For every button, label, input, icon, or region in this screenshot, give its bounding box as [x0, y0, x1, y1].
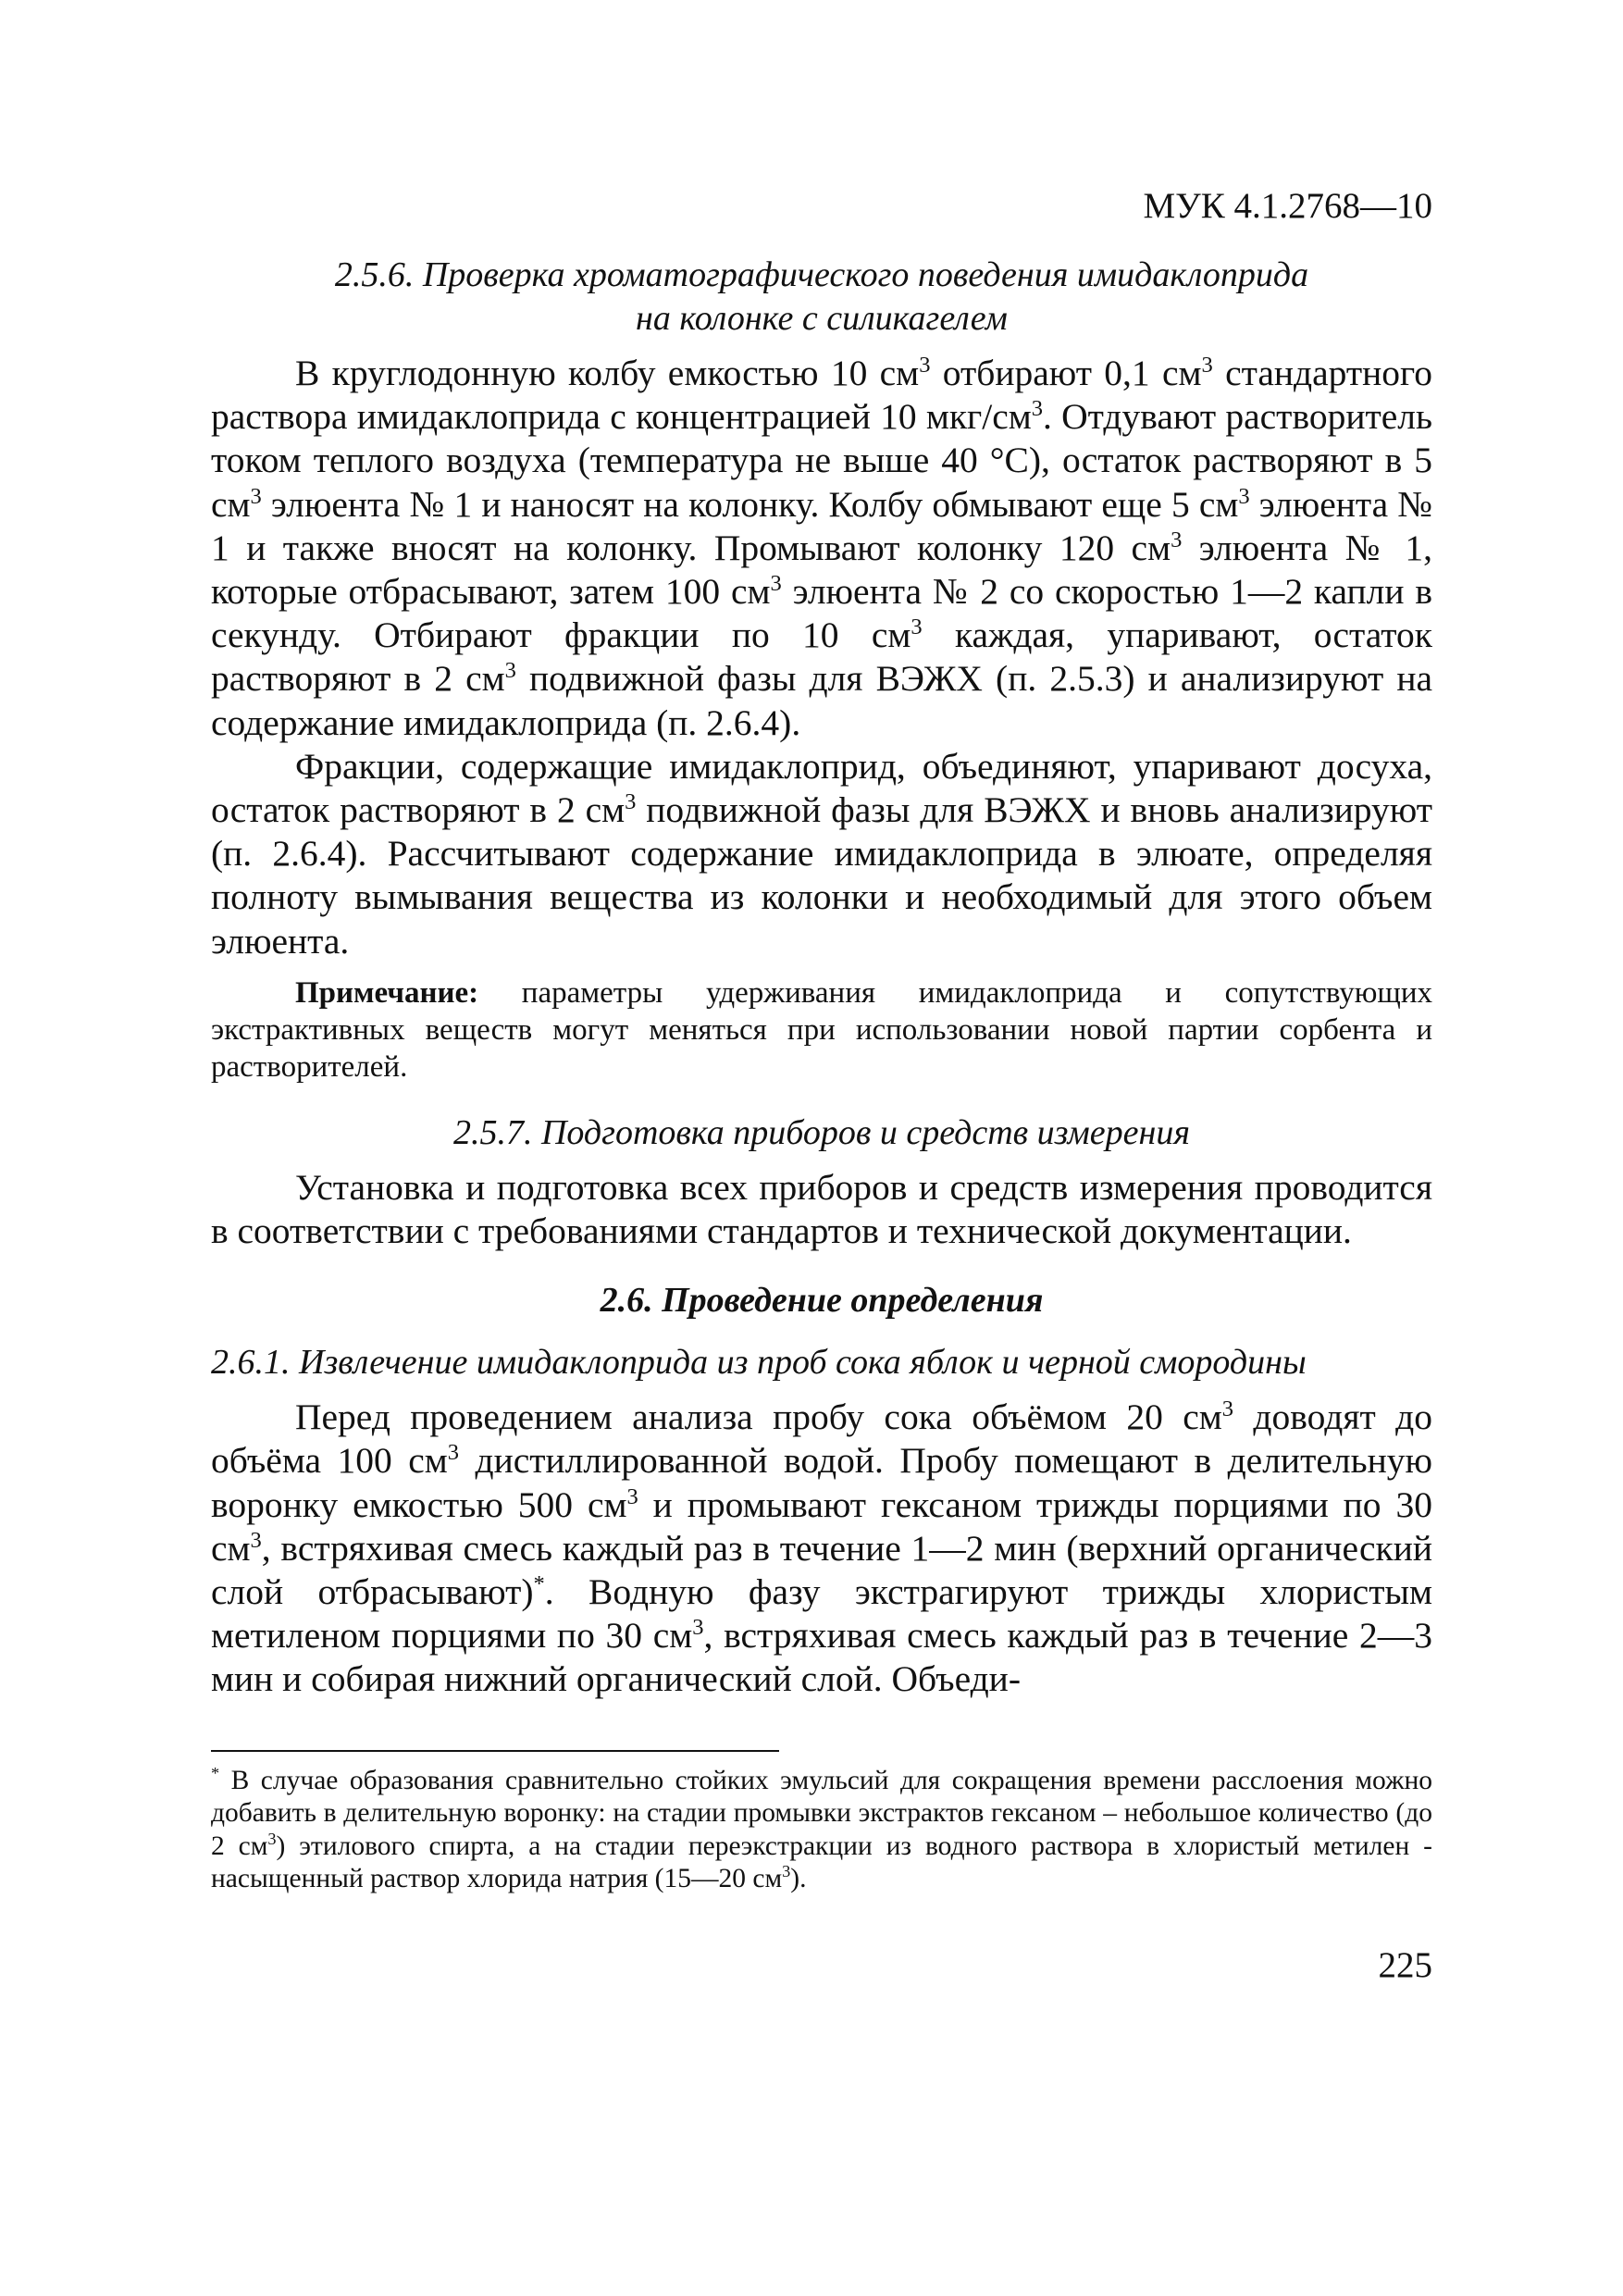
- footnote: * В случае образования сравнительно стойких эмульсий для сокращения времени расслоения можно добавить в делительную воронку: на стадии промывки экстрактов гексаном – небольшое количество (до 2 $см^3$) этилового спирта, а на стадии переэкстракции из водного раствора в хлористый метилен - насыщенный раствор хлорида натрия (15—20 $см^3$).: [211, 1763, 1432, 1894]
- note-label: Примечание:: [295, 975, 479, 1010]
- section-2-6-1-paragraph-1: Перед проведением анализа пробу сока объёмом 20 $см^3$ доводят до объёма 100 $см^3$ дистиллированной водой. Пробу помещают в делительную воронку емкостью 500 $см^3$ и промывают гексаном трижды порциями по 30 $см^3$, встряхивая смесь каждый раз в течение 1—2 мин (верхний органический слой отбрасывают)*. Водную фазу экстрагируют трижды хлористым метиленом порциями по 30 $см^3$, встряхивая смесь каждый раз в течение 2—3 мин и собирая нижний органический слой. Объеди-: [211, 1396, 1433, 1700]
- footnote-mark: *: [211, 1763, 220, 1782]
- document-page: [211, 185, 1432, 1987]
- page-number: 225: [1378, 1944, 1432, 1985]
- section-2-5-7-title: 2.5.7. Подготовка приборов и средств измерения: [452, 1112, 1191, 1152]
- section-2-6-title: 2.6. Проведение определения: [600, 1281, 1044, 1321]
- section-2-5-6-title-line2: на колонке с силикагелем: [636, 299, 1008, 338]
- section-2-5-6-title-line1: 2.5.6. Проверка хроматографического поведения имидаклоприда: [334, 255, 1309, 294]
- section-2-6-1-title: 2.6.1. Извлечение имидаклоприда из проб сока яблок и черной смородины: [211, 1343, 1307, 1383]
- section-2-5-6-note: [211, 974, 1432, 1086]
- footnote-separator: [211, 1750, 779, 1752]
- section-2-5-6-paragraph-1: В круглодонную колбу емкостью 10 $см^3$ отбирают 0,1 $см^3$ стандартного раствора имидаклоприда с концентрацией 10 мкг/$см^3$. Отдувают растворитель током теплого воздуха (температура не выше 40 °С), остаток растворяют в 5 $см^3$ элюента № 1 и наносят на колонку. Колбу обмывают еще 5 $см^3$ элюента № 1 и также вносят на колонку. Промывают колонку 120 $см^3$ элюента № 1, которые отбрасывают, затем 100 $см^3$ элюента № 2 со скоростью 1—2 капли в секунду. Отбирают фракции по 10 $см^3$ каждая, упаривают, остаток растворяют в 2 $см^3$ подвижной фазы для ВЭЖХ (п. 2.5.3) и анализируют на содержание имидаклоприда (п. 2.6.4).: [211, 352, 1432, 743]
- document-code: МУК 4.1.2768—10: [1143, 186, 1432, 226]
- section-2-5-6-paragraph-2: Фракции, содержащие имидаклоприд, объединяют, упаривают досуха, остаток растворяют в 2 $см^3$ подвижной фазы для ВЭЖХ и вновь анализируют (п. 2.6.4). Рассчитывают содержание имидаклоприда в элюате, определяя полноту вымывания вещества из колонки и необходимый для этого объем элюента.: [211, 745, 1432, 962]
- note-text: параметры удерживания имидаклоприда и сопутствующих экстрактивных веществ могут меняться при использовании новой партии сорбента и растворителей.: [211, 975, 1432, 1084]
- section-2-5-7-paragraph-1: Установка и подготовка всех приборов и средств измерения проводится в соответствии с требованиями стандартов и технической документации.: [211, 1166, 1432, 1252]
